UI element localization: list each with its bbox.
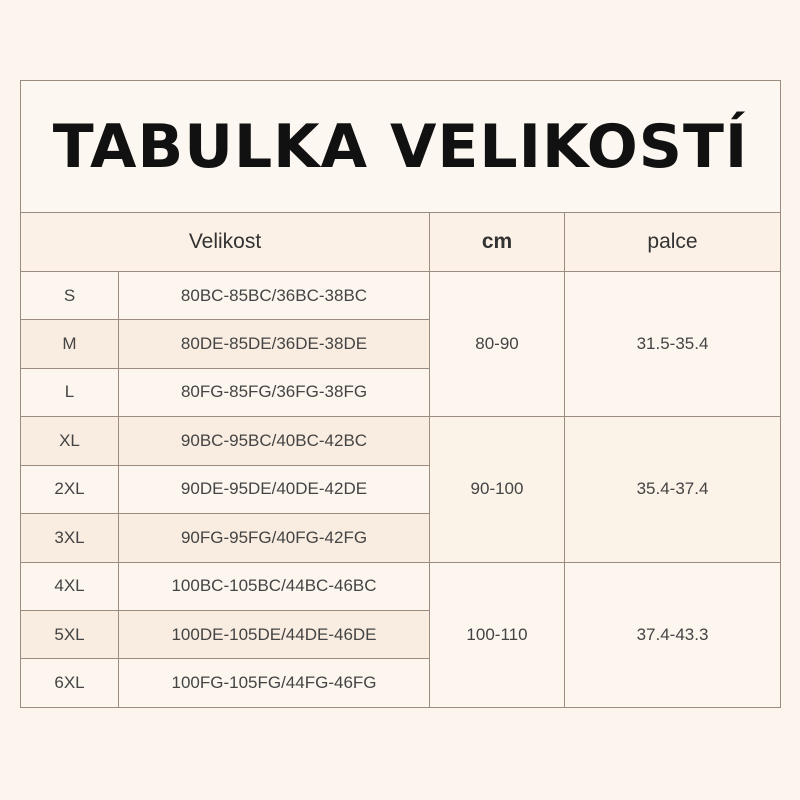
- bra-size: 90BC-95BC/40BC-42BC: [119, 417, 430, 465]
- header-size: Velikost: [21, 213, 430, 272]
- size-label: 3XL: [21, 514, 119, 562]
- size-label: M: [21, 320, 119, 368]
- header-cm: cm: [430, 213, 565, 272]
- size-chart-table: [20, 80, 781, 708]
- cm-range: 100-110: [430, 562, 565, 707]
- cm-range: 90-100: [430, 417, 565, 562]
- bra-size: 100FG-105FG/44FG-46FG: [119, 659, 430, 708]
- inches-range: 35.4-37.4: [565, 417, 781, 562]
- bra-size: 100BC-105BC/44BC-46BC: [119, 562, 430, 610]
- inches-range: 31.5-35.4: [565, 271, 781, 416]
- size-label: L: [21, 368, 119, 416]
- table-row: [21, 562, 781, 610]
- bra-size: 100DE-105DE/44DE-46DE: [119, 610, 430, 658]
- cm-range: 80-90: [430, 271, 565, 416]
- bra-size: 90DE-95DE/40DE-42DE: [119, 465, 430, 513]
- size-label: 6XL: [21, 659, 119, 708]
- size-label: 4XL: [21, 562, 119, 610]
- size-label: S: [21, 271, 119, 319]
- size-label: 2XL: [21, 465, 119, 513]
- bra-size: 80BC-85BC/36BC-38BC: [119, 271, 430, 319]
- bra-size: 90FG-95FG/40FG-42FG: [119, 514, 430, 562]
- table-row: [21, 271, 781, 319]
- chart-title: TABULKA VELIKOSTÍ: [52, 111, 749, 182]
- title-cell: [21, 81, 781, 213]
- header-inches: palce: [565, 213, 781, 272]
- inches-range: 37.4-43.3: [565, 562, 781, 707]
- bra-size: 80DE-85DE/36DE-38DE: [119, 320, 430, 368]
- size-label: 5XL: [21, 610, 119, 658]
- table-row: [21, 417, 781, 465]
- size-label: XL: [21, 417, 119, 465]
- bra-size: 80FG-85FG/36FG-38FG: [119, 368, 430, 416]
